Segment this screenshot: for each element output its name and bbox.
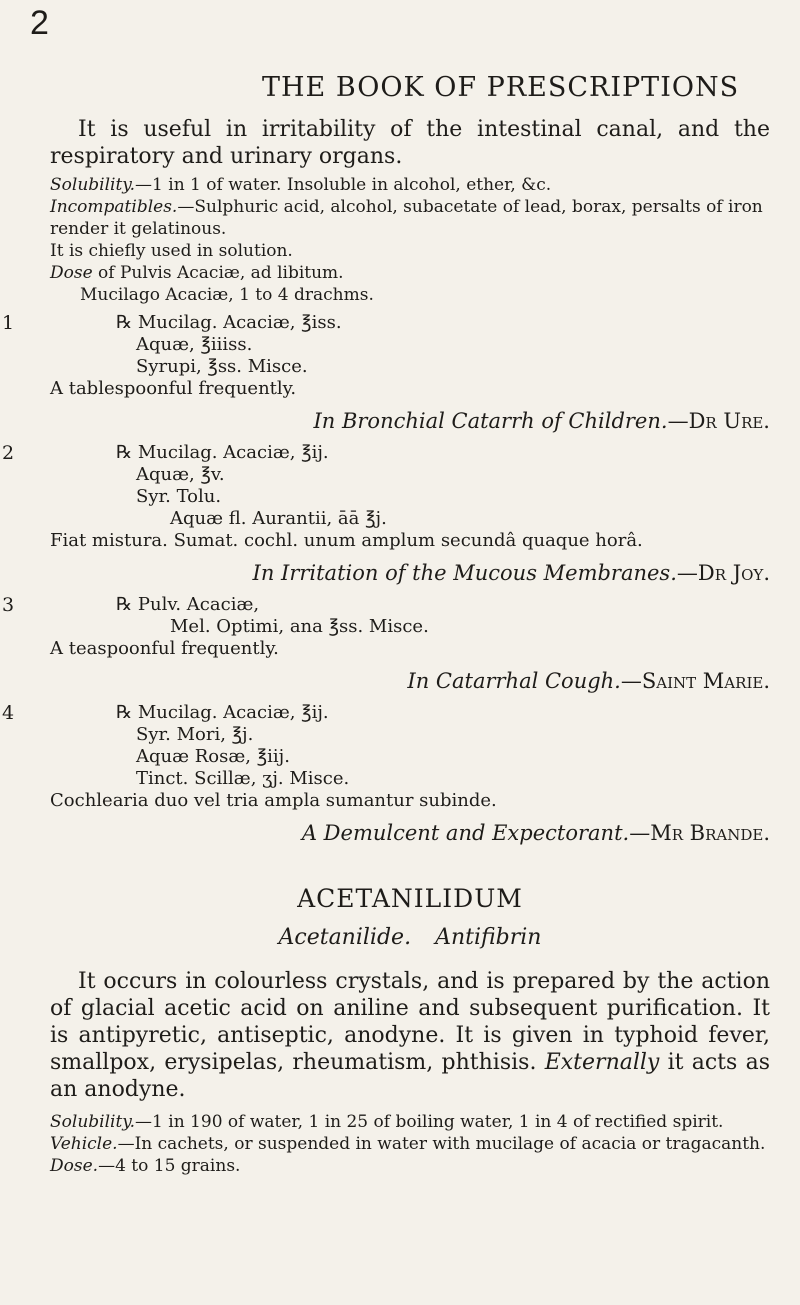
section-vehicle-label: Vehicle. (50, 1134, 118, 1154)
prescription-3 (2, 594, 770, 696)
section-solubility (50, 1111, 770, 1133)
section-solubility-label: Solubility. (50, 1112, 136, 1132)
rx-direction: A tablespoonful frequently. (50, 378, 297, 399)
rx-line: Mel. Optimi, ana ℥ss. Misce. (170, 616, 429, 637)
prescription-1 (2, 312, 770, 436)
dose-note (50, 262, 770, 284)
prescription-4 (2, 702, 770, 848)
section-vehicle (50, 1133, 770, 1155)
rx-line: ℞ Mucilag. Acaciæ, ℥ij. (116, 702, 329, 723)
prescription-author: —Mr Brande. (629, 821, 770, 845)
prescription-title: A Demulcent and Expectorant. (301, 821, 630, 845)
section-paragraph-main: It occurs in colourless crystals, and is prepared by the action of glacial acetic acid on aniline and subsequent purification. It is antipyretic, antiseptic, anodyne. It is given in typhoid fever, smallpox, erysipelas, rheumatism, phthisis. (50, 969, 770, 1075)
incompatibles-label: Incompatibles. (50, 197, 178, 217)
section-dose (50, 1155, 770, 1177)
rx-line: ℞ Mucilag. Acaciæ, ℥iss. (116, 312, 342, 333)
rx-line: Tinct. Scillæ, ʒj. Misce. (136, 768, 350, 789)
section-paragraph (50, 968, 770, 1103)
prescription-attribution (50, 406, 770, 436)
page-number: 2 (30, 4, 49, 42)
prescription-attribution (50, 818, 770, 848)
section-dose-text: —4 to 15 grains. (98, 1156, 241, 1176)
dose-text: of Pulvis Acaciæ, ad libitum. (92, 263, 344, 283)
prescription-author: —Saint Marie. (620, 669, 770, 693)
synonym: Acetanilide. (278, 925, 412, 950)
section-synonyms (50, 925, 770, 950)
prescription-attribution (50, 558, 770, 588)
running-head: THE BOOK OF PRESCRIPTIONS (262, 72, 740, 103)
rx-line: ℞ Pulv. Acaciæ, (116, 594, 260, 615)
section-heading: ACETANILIDUM (297, 884, 523, 913)
prescription-number: 3 (2, 594, 15, 616)
rx-line: Syrupi, ℥ss. Misce. (136, 356, 308, 377)
rx-line: ℞ Mucilag. Acaciæ, ℥ij. (116, 442, 329, 463)
rx-line: Syr. Tolu. (136, 486, 222, 507)
solubility-text: —1 in 1 of water. Insoluble in alcohol, ether, &c. (135, 175, 552, 195)
solubility-label: Solubility. (50, 175, 136, 195)
prescription-author: —Dr Joy. (676, 561, 770, 585)
prescription-number: 4 (2, 702, 15, 724)
section-solubility-text: —1 in 190 of water, 1 in 25 of boiling water, 1 in 4 of rectified spirit. (135, 1112, 724, 1132)
incompatibles-note (50, 196, 770, 240)
prescription-attribution (50, 666, 770, 696)
solubility-note (50, 174, 770, 196)
rx-direction: Fiat mistura. Sumat. cochl. unum amplum secundâ quaque horâ. (50, 530, 643, 551)
incompatibles-text: —Sulphuric acid, alcohol, subacetate of lead, borax, persalts of iron render it gelatinous. (50, 197, 763, 239)
section-paragraph-italic: Externally (544, 1050, 660, 1075)
section-paragraph-tail: it acts as an anodyne. (50, 1050, 770, 1102)
synonym: Antifibrin (435, 925, 542, 950)
usage-note: It is chiefly used in solution. (50, 241, 293, 261)
page-body (2, 116, 770, 1177)
prescription-number: 1 (2, 312, 15, 334)
section-vehicle-text: —In cachets, or suspended in water with mucilage of acacia or tragacanth. (117, 1134, 766, 1154)
prescription-title: In Bronchial Catarrh of Children. (313, 409, 668, 433)
intro-paragraph: It is useful in irritability of the intestinal canal, and the respiratory and urinary organs. (50, 117, 770, 169)
rx-line: Aquæ fl. Aurantii, āā ℥j. (170, 508, 387, 529)
rx-direction: A teaspoonful frequently. (50, 638, 279, 659)
rx-line: Syr. Mori, ℥j. (136, 724, 254, 745)
prescription-2 (2, 442, 770, 588)
dose-label: Dose (50, 263, 93, 283)
rx-line: Aquæ, ℥v. (136, 464, 225, 485)
rx-direction: Cochlearia duo vel tria ampla sumantur subinde. (50, 790, 497, 811)
prescription-title: In Irritation of the Mucous Membranes. (252, 561, 677, 585)
rx-line: Aquæ Rosæ, ℥iij. (136, 746, 290, 767)
section-dose-label: Dose. (50, 1156, 99, 1176)
prescription-number: 2 (2, 442, 15, 464)
rx-line: Aquæ, ℥iiiss. (136, 334, 253, 355)
prescription-author: —Dr Ure. (667, 409, 770, 433)
mucilago-note: Mucilago Acaciæ, 1 to 4 drachms. (80, 285, 374, 305)
prescription-title: In Catarrhal Cough. (407, 669, 621, 693)
